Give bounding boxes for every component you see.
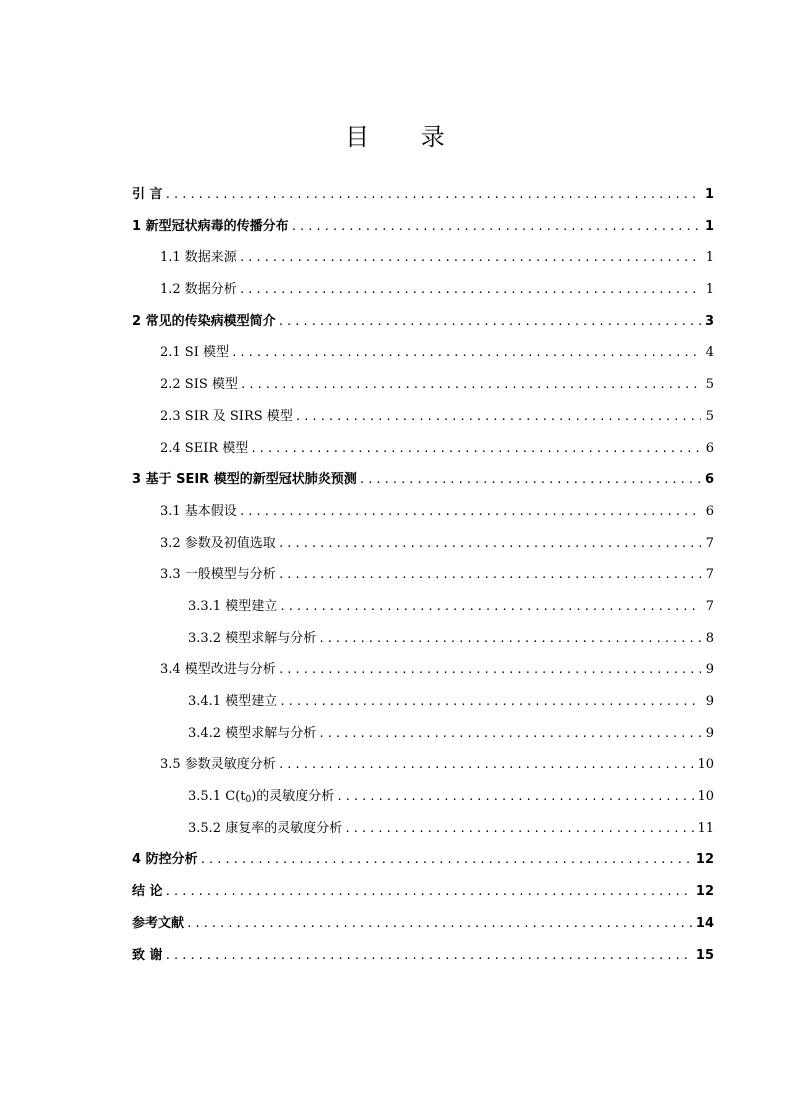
toc-entry-page: 9: [705, 662, 714, 678]
toc-entry-label-tail: )的灵敏度分析: [251, 789, 335, 805]
toc-entry-label: 3.3 一般模型与分析: [160, 567, 276, 583]
toc-entry-label: 3.3.2 模型求解与分析: [188, 630, 317, 646]
toc-entry-label: 2.3 SIR 及 SIRS 模型: [160, 408, 293, 424]
toc-entry[interactable]: [132, 532, 714, 564]
toc-leader-dots: [239, 246, 701, 270]
toc-leader-dots: [344, 817, 694, 841]
toc-entry-page: 10: [697, 789, 714, 805]
toc-entry-label: 3.4 模型改进与分析: [160, 662, 276, 678]
toc-entry[interactable]: [132, 912, 714, 944]
toc-entry-label: 4 防控分析: [132, 852, 198, 868]
toc-entry-page: 7: [705, 535, 714, 551]
toc-leader-dots: [186, 912, 693, 936]
toc-entry[interactable]: [132, 690, 714, 722]
toc-entry[interactable]: [132, 817, 714, 849]
toc-entry[interactable]: [132, 500, 714, 532]
toc-entry[interactable]: [132, 215, 714, 247]
toc-entry[interactable]: [132, 246, 714, 278]
toc-leader-dots: [278, 658, 701, 682]
toc-entry-label: 结 论: [132, 884, 163, 900]
toc-entry-page: 14: [695, 915, 714, 931]
toc-leader-dots: [278, 310, 701, 334]
toc-entry-label: 3.2 参数及初值选取: [160, 535, 276, 551]
toc-leader-dots: [231, 341, 701, 365]
toc-entry-label: 3.4.1 模型建立: [188, 694, 278, 709]
toc-leader-dots: [318, 722, 701, 746]
toc-entry[interactable]: [132, 722, 714, 754]
toc-entry-page: 5: [705, 377, 714, 393]
toc-leader-dots: [165, 880, 693, 904]
toc-entry-page: 6: [705, 440, 714, 456]
toc-entry[interactable]: [132, 627, 714, 659]
table-of-contents: [132, 183, 714, 975]
toc-leader-dots: [165, 183, 701, 207]
toc-entry-label: 2.1 SI 模型: [160, 345, 229, 361]
toc-entry[interactable]: [132, 183, 714, 215]
toc-entry[interactable]: [132, 595, 714, 627]
toc-entry-page: 7: [705, 567, 714, 583]
toc-entry-page: 4: [705, 345, 714, 361]
toc-entry-page: 6: [704, 472, 714, 488]
toc-entry-label: 1.2 数据分析: [160, 282, 237, 298]
toc-entry-label: 3.5 参数灵敏度分析: [160, 757, 276, 773]
toc-entry[interactable]: [132, 944, 714, 976]
toc-entry-label: 3 基于 SEIR 模型的新型冠状肺炎预测: [132, 472, 357, 488]
toc-entry-page: 15: [695, 947, 714, 963]
toc-leader-dots: [279, 595, 701, 619]
toc-entry-page: 1: [704, 187, 714, 202]
toc-entry-page: 6: [705, 503, 714, 519]
toc-leader-dots: [240, 373, 701, 397]
toc-entry-page: 7: [705, 598, 714, 614]
toc-entry[interactable]: [132, 880, 714, 912]
toc-leader-dots: [278, 532, 701, 556]
toc-leader-dots: [165, 944, 693, 968]
toc-entry[interactable]: [132, 753, 714, 785]
toc-entry-page: 12: [695, 852, 714, 868]
toc-entry[interactable]: [132, 468, 714, 500]
toc-entry-label: 1 新型冠状病毒的传播分布: [132, 218, 289, 234]
toc-leader-dots: [336, 785, 694, 809]
toc-entry-page: 1: [705, 250, 714, 266]
toc-entry-label: 2.4 SEIR 模型: [160, 440, 249, 456]
toc-leader-dots: [250, 437, 701, 461]
toc-entry-page: 11: [697, 820, 714, 836]
toc-entry-page: 3: [704, 313, 714, 329]
page-title: 目 录: [345, 123, 467, 151]
toc-entry-page: 9: [705, 694, 714, 709]
toc-entry-label: 1.1 数据来源: [160, 250, 237, 266]
toc-entry[interactable]: [132, 437, 714, 469]
toc-entry[interactable]: [132, 405, 714, 437]
toc-leader-dots: [278, 563, 701, 587]
toc-entry-label: 2 常见的传染病模型简介: [132, 313, 276, 329]
toc-entry-page: 1: [705, 282, 714, 298]
toc-entry-label: 3.1 基本假设: [160, 503, 237, 519]
toc-entry-label: 参考文献: [132, 915, 185, 931]
toc-entry-page: 12: [695, 884, 714, 900]
toc-entry[interactable]: [132, 785, 714, 817]
toc-entry[interactable]: [132, 373, 714, 405]
toc-leader-dots: [239, 500, 701, 524]
toc-entry-label: 致 谢: [132, 947, 163, 963]
toc-entry[interactable]: [132, 310, 714, 342]
toc-entry-label: 3.5.2 康复率的灵敏度分析: [188, 820, 343, 836]
toc-entry-label: 3.4.2 模型求解与分析: [188, 725, 317, 741]
toc-entry[interactable]: [132, 563, 714, 595]
toc-entry-label: 引 言: [132, 187, 163, 202]
toc-leader-dots: [279, 690, 701, 714]
toc-leader-dots: [295, 405, 701, 429]
toc-entry-page: 1: [704, 218, 714, 234]
toc-entry[interactable]: [132, 341, 714, 373]
toc-entry-page: 10: [697, 757, 714, 773]
toc-entry[interactable]: [132, 658, 714, 690]
toc-entry-label: 2.2 SIS 模型: [160, 377, 238, 393]
toc-entry-label-main: 3.5.1 C(t: [188, 789, 246, 805]
toc-entry-label: 3.3.1 模型建立: [188, 598, 278, 614]
toc-entry-label: [188, 785, 336, 812]
toc-leader-dots: [291, 215, 701, 239]
toc-leader-dots: [200, 848, 693, 872]
toc-entry-page: 5: [705, 408, 714, 424]
toc-entry-label-subscript: 0: [245, 795, 252, 806]
toc-leader-dots: [239, 278, 701, 302]
toc-leader-dots: [359, 468, 701, 492]
toc-leader-dots: [318, 627, 701, 651]
toc-entry[interactable]: [132, 848, 714, 880]
toc-entry-page: 9: [705, 725, 714, 741]
toc-entry[interactable]: [132, 278, 714, 310]
toc-leader-dots: [278, 753, 695, 777]
toc-entry-page: 8: [705, 630, 714, 646]
